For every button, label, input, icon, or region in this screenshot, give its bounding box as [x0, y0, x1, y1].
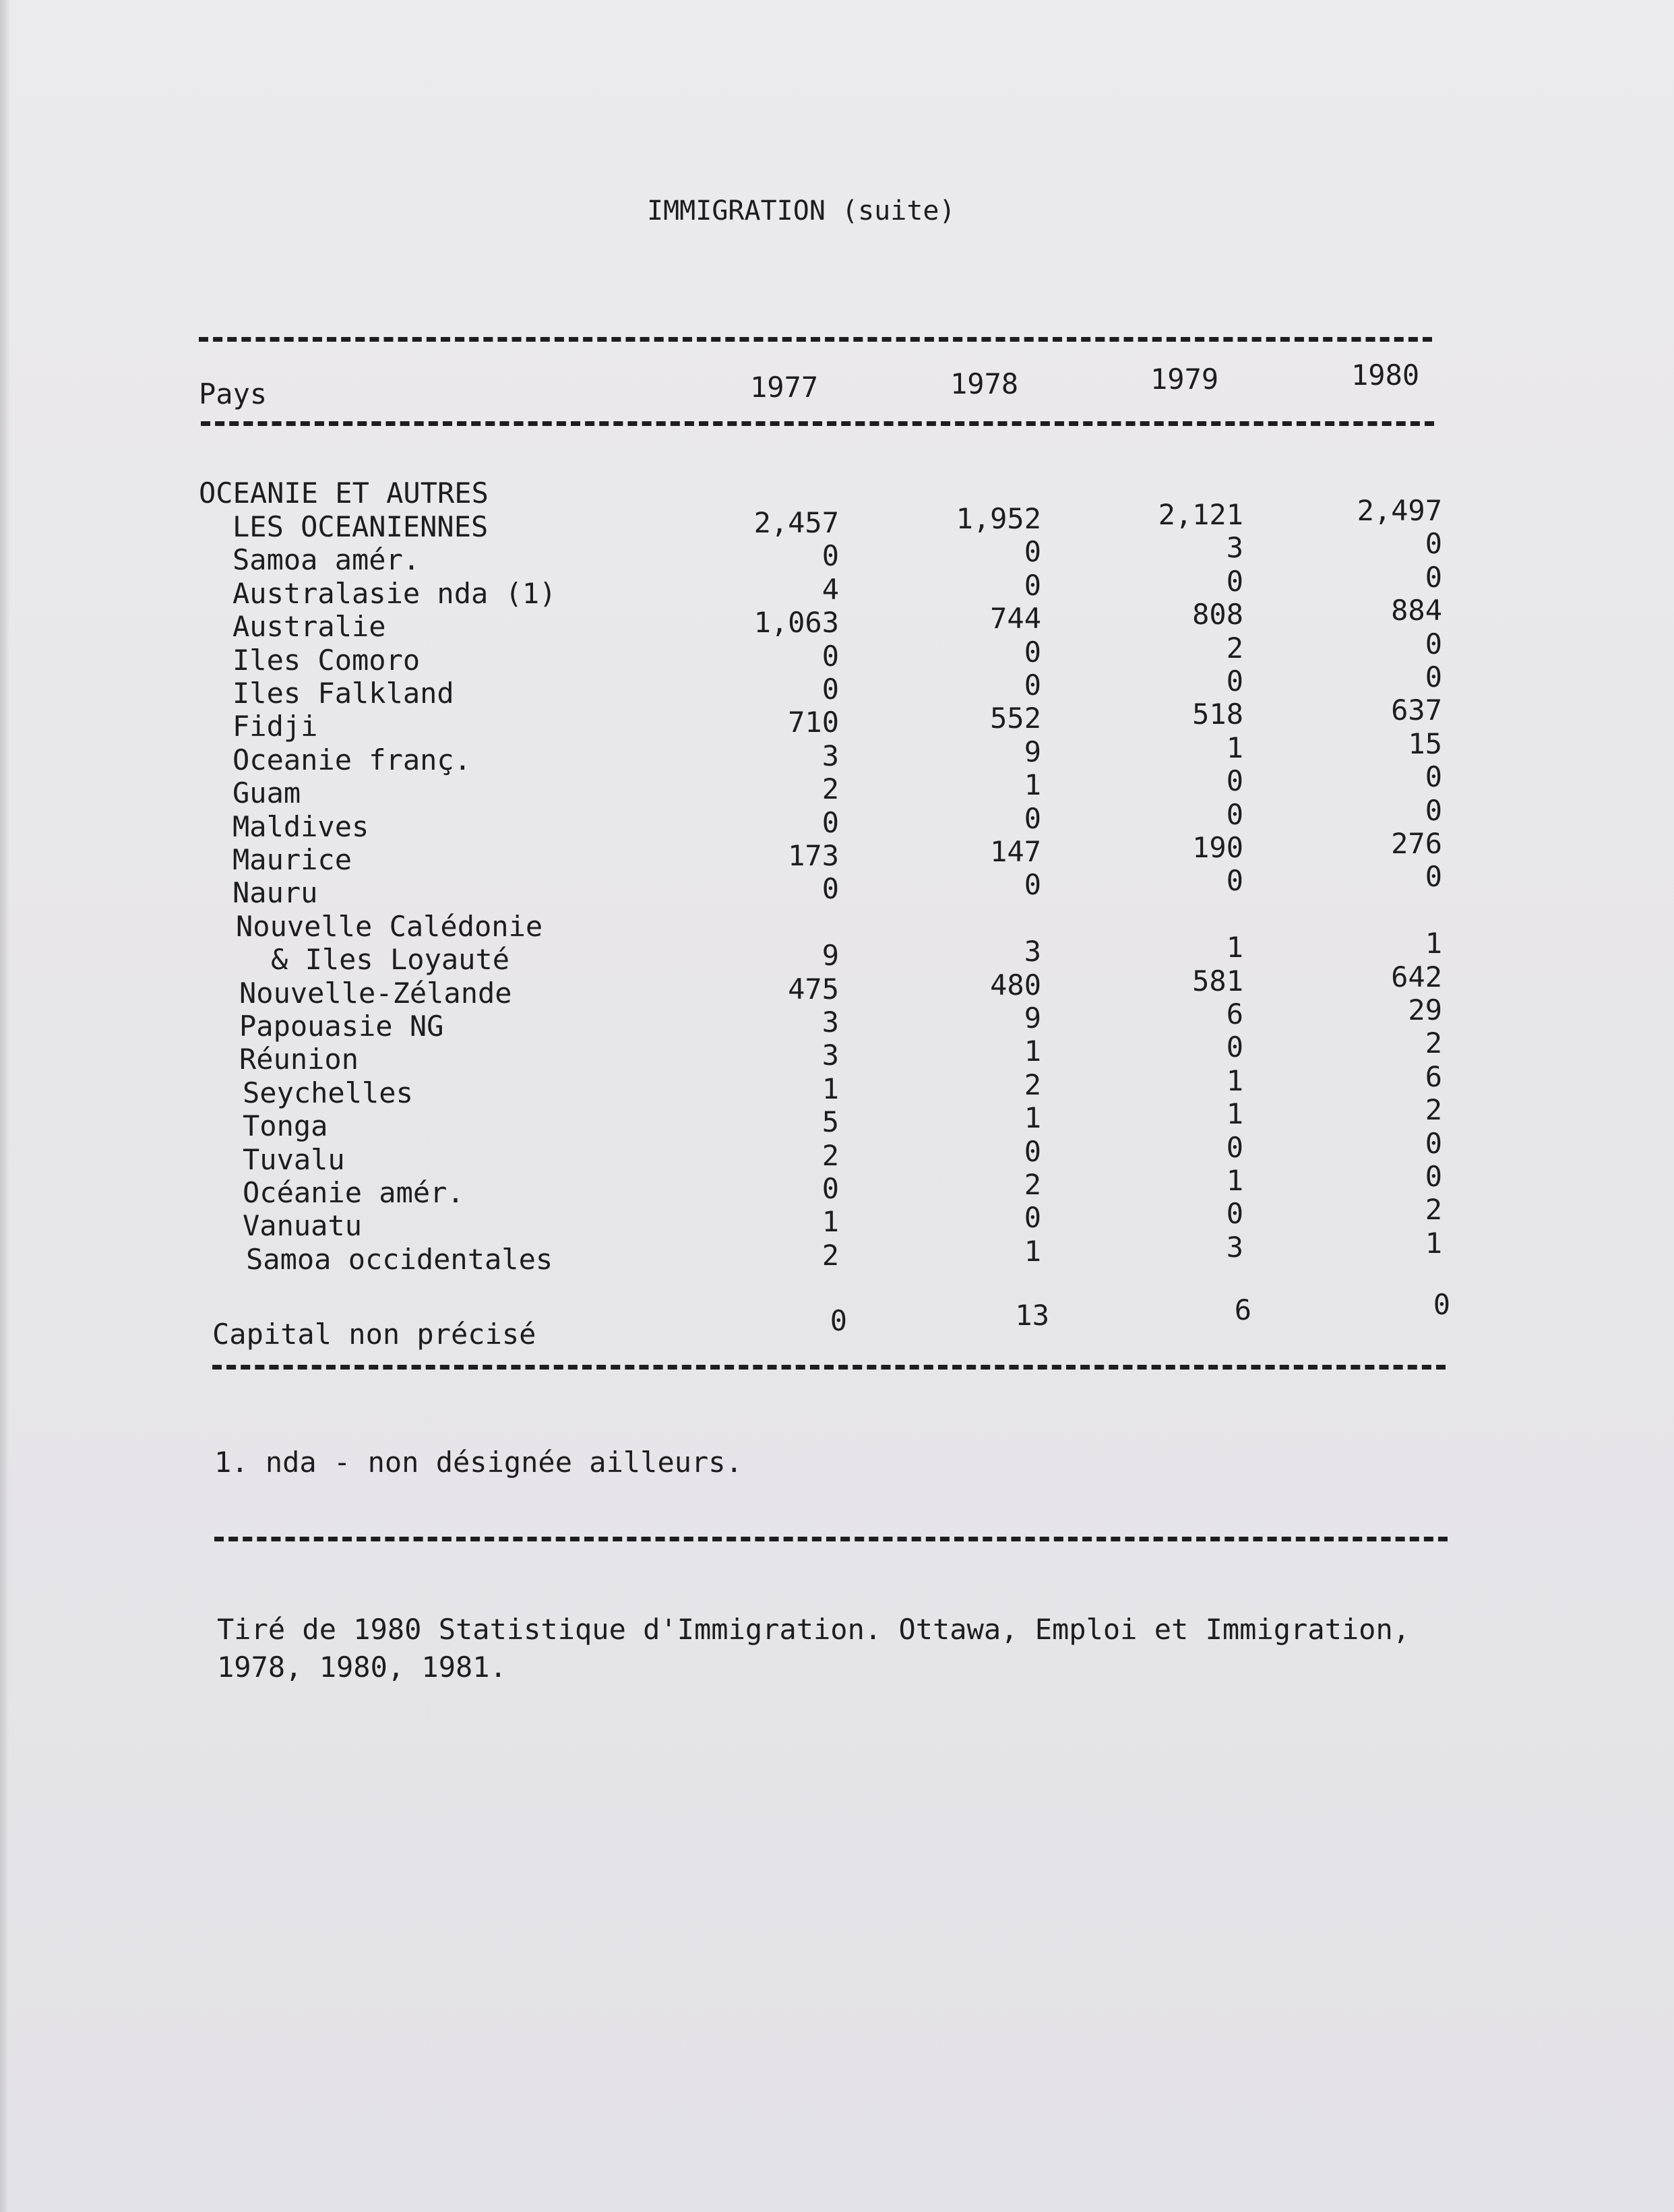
- cell-value-capital: 0: [830, 1304, 847, 1337]
- cell-value: 6: [1226, 997, 1243, 1031]
- cell-value: 0: [822, 872, 839, 906]
- cell-value: 552: [990, 702, 1041, 735]
- cell-value-capital: 6: [1234, 1293, 1251, 1326]
- cell-value: 2,121: [1158, 498, 1243, 531]
- cell-value: 0: [822, 639, 839, 673]
- row-label: Vanuatu: [243, 1209, 363, 1243]
- row-label: Papouasie NG: [239, 1010, 444, 1043]
- table-header-rule: [201, 421, 1434, 426]
- cell-value: 0: [1024, 801, 1041, 835]
- footnote: 1. nda - non désignée ailleurs.: [214, 1446, 743, 1479]
- cell-value: 9: [1024, 1002, 1041, 1035]
- cell-value: 2: [1226, 631, 1243, 665]
- cell-value: 0: [822, 673, 839, 706]
- cell-value: 1: [1024, 1234, 1041, 1268]
- row-label: Nouvelle Calédonie: [236, 909, 543, 943]
- cell-value: 1: [1024, 1101, 1041, 1135]
- cell-value: 0: [1226, 864, 1243, 898]
- cell-value: 276: [1391, 827, 1442, 860]
- cell-value: 0: [1425, 793, 1442, 827]
- cell-value: 147: [990, 835, 1041, 868]
- row-label: Iles Comoro: [232, 643, 421, 677]
- cell-value: 642: [1391, 960, 1442, 993]
- cell-value: 0: [1226, 764, 1243, 798]
- row-label: Océanie amér.: [243, 1176, 464, 1209]
- row-label: Australie: [232, 610, 386, 644]
- cell-value: 2,497: [1357, 494, 1442, 527]
- row-label: & Iles Loyauté: [271, 943, 510, 977]
- row-label: Seychelles: [243, 1076, 413, 1109]
- cell-value: 3: [822, 1006, 839, 1039]
- cell-value: 0: [1425, 527, 1442, 561]
- cell-value: 1: [1425, 1226, 1442, 1260]
- row-label: Samoa amér.: [232, 543, 421, 577]
- row-label: Tuvalu: [243, 1142, 345, 1176]
- cell-value: 475: [788, 972, 839, 1006]
- cell-value: 3: [1226, 531, 1243, 565]
- cell-value: 0: [1024, 669, 1041, 702]
- cell-value: 0: [1425, 627, 1442, 660]
- cell-value: 1: [1024, 768, 1041, 802]
- row-label: LES OCEANIENNES: [232, 510, 489, 543]
- row-label: Australasie nda (1): [232, 576, 557, 610]
- cell-value: 0: [1024, 535, 1041, 569]
- cell-value: 637: [1391, 694, 1442, 727]
- cell-value: 0: [1024, 1134, 1041, 1168]
- cell-value: 0: [1425, 560, 1442, 594]
- cell-value: 1: [1425, 927, 1442, 960]
- cell-value: 581: [1192, 964, 1243, 997]
- cell-value: 1: [822, 1205, 839, 1239]
- cell-value: 3: [822, 1039, 839, 1072]
- row-label: Maldives: [232, 809, 369, 843]
- row-label: Tonga: [243, 1109, 328, 1143]
- row-label: Réunion: [239, 1043, 359, 1076]
- source-citation: Tiré de 1980 Statistique d'Immigration. Ottawa, Emploi et Immigration, 1978, 1980, 1981.: [217, 1613, 1410, 1684]
- cell-value: 2: [1425, 1026, 1442, 1060]
- cell-value: 2: [1024, 1068, 1041, 1101]
- cell-value: 173: [788, 839, 839, 872]
- cell-value: 0: [1425, 1160, 1442, 1193]
- cell-value: 9: [822, 939, 839, 973]
- column-header-1978: 1978: [950, 367, 1019, 400]
- cell-value: 884: [1391, 594, 1442, 627]
- table-bottom-rule: [212, 1365, 1446, 1370]
- cell-value: 1: [1226, 1064, 1243, 1097]
- cell-value: 0: [1024, 1201, 1041, 1235]
- cell-value: 9: [1024, 735, 1041, 768]
- cell-value: 0: [1226, 1130, 1243, 1164]
- cell-value: 2: [1425, 1193, 1442, 1227]
- cell-value: 2: [1024, 1168, 1041, 1201]
- cell-value: 0: [1425, 860, 1442, 894]
- cell-value: 0: [1425, 760, 1442, 794]
- cell-value: 1: [1226, 931, 1243, 964]
- cell-value: 1: [1226, 1097, 1243, 1131]
- cell-value: 1,952: [956, 502, 1041, 535]
- cell-value-capital: 13: [1015, 1299, 1049, 1332]
- section-label: OCEANIE ET AUTRES: [199, 477, 489, 510]
- cell-value: 1: [1226, 731, 1243, 764]
- cell-value: 0: [1425, 1126, 1442, 1160]
- cell-value: 744: [990, 602, 1041, 636]
- cell-value: 1: [1226, 1164, 1243, 1197]
- column-header-1980: 1980: [1351, 359, 1420, 392]
- cell-value: 0: [1024, 568, 1041, 602]
- cell-value: 710: [788, 706, 839, 739]
- cell-value: 0: [1226, 564, 1243, 598]
- row-label: Samoa occidentales: [246, 1242, 553, 1276]
- cell-value: 0: [822, 1172, 839, 1205]
- cell-value: 2: [1425, 1093, 1442, 1127]
- cell-value: 190: [1192, 831, 1243, 864]
- cell-value: 0: [1226, 797, 1243, 831]
- row-label: Oceanie franç.: [232, 743, 472, 776]
- cell-value: 518: [1192, 698, 1243, 731]
- cell-value: 480: [990, 968, 1041, 1002]
- row-label: Maurice: [232, 843, 352, 876]
- cell-value: 2: [822, 1138, 839, 1172]
- row-label: Fidji: [232, 710, 318, 743]
- column-header-1977: 1977: [750, 371, 819, 404]
- cell-value: 3: [1024, 935, 1041, 969]
- cell-value: 0: [1226, 665, 1243, 698]
- cell-value: 29: [1408, 993, 1442, 1026]
- cell-value: 0: [1024, 635, 1041, 669]
- column-header-country: Pays: [199, 377, 268, 410]
- cell-value: 2: [822, 1238, 839, 1272]
- cell-value: 3: [1226, 1230, 1243, 1264]
- cell-value: 2,457: [753, 506, 839, 539]
- row-label-capital: Capital non précisé: [212, 1318, 536, 1351]
- cell-value: 5: [822, 1105, 839, 1139]
- cell-value: 1: [822, 1072, 839, 1105]
- page-edge-shadow: [0, 0, 9, 2212]
- cell-value: 0: [822, 539, 839, 573]
- cell-value: 0: [1226, 1197, 1243, 1231]
- cell-value: 1: [1024, 1035, 1041, 1068]
- row-label: Nauru: [232, 876, 318, 910]
- cell-value: 6: [1425, 1059, 1442, 1093]
- column-header-1979: 1979: [1150, 363, 1219, 396]
- cell-value: 3: [822, 739, 839, 772]
- cell-value: 0: [1425, 660, 1442, 694]
- cell-value: 0: [1024, 868, 1041, 902]
- footnote-rule: [214, 1537, 1448, 1541]
- cell-value: 2: [822, 772, 839, 806]
- cell-value: 0: [822, 805, 839, 839]
- page-title: IMMIGRATION (suite): [647, 195, 956, 226]
- table-top-rule: [199, 337, 1432, 342]
- cell-value: 808: [1192, 598, 1243, 632]
- cell-value: 0: [1226, 1031, 1243, 1064]
- cell-value: 15: [1408, 727, 1442, 760]
- cell-value: 1,063: [753, 606, 839, 640]
- cell-value-capital: 0: [1433, 1288, 1450, 1321]
- row-label: Guam: [232, 776, 301, 810]
- row-label: Nouvelle-Zélande: [239, 976, 512, 1010]
- cell-value: 4: [822, 572, 839, 606]
- row-label: Iles Falkland: [232, 677, 454, 710]
